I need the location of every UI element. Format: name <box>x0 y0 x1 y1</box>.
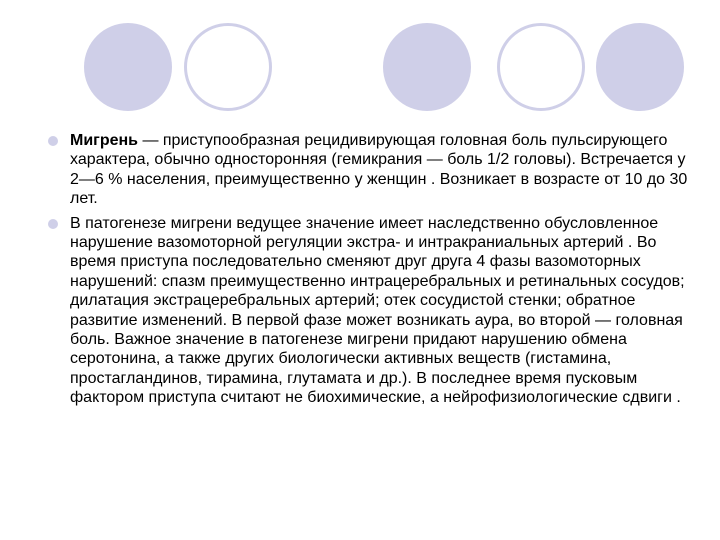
bullet-term: Мигрень <box>70 132 138 149</box>
decorative-circle-2 <box>184 23 272 111</box>
decorative-circle-4 <box>497 23 585 111</box>
bullet-icon <box>48 219 58 229</box>
bullet-item-pathogenesis <box>48 214 688 408</box>
decorative-circle-1 <box>84 23 172 111</box>
slide-content <box>48 131 688 413</box>
bullet-text: В патогенезе мигрени ведущее значение имеет наследственно обусловленное нарушение вазомоторной регуляции экстра- и интракраниальных артерий . Во время приступа последовательно сменяют друг друга 4 фазы вазомоторных нарушений: спазм преимущественно интрацеребральных и ретинальных сосудов; дилатация экстрацеребральных артерий; отек сосудистой стенки; обратное развитие изменений. В первой фазе может возникать аура, во второй — головная боль. Важное значение в патогенезе мигрени придают нарушению обмена серотонина, а также других биологически активных веществ (гистамина, простагландинов, тирамина, глутамата и др.). В последнее время пусковым фактором приступа считают не биохимические, а нейрофизиологические сдвиги . <box>70 214 685 407</box>
decorative-circle-3 <box>383 23 471 111</box>
decorative-circle-5 <box>596 23 684 111</box>
bullet-item-migraine-definition <box>48 131 688 209</box>
bullet-text: — приступообразная рецидивирующая головная боль пульсирующего характера, обычно односторонняя (гемикрания — боль 1/2 головы). Встречается у 2—6 % населения, преимущественно у женщин . Возникает в возрасте от 10 до 30 лет. <box>70 132 688 208</box>
bullet-icon <box>48 136 58 146</box>
